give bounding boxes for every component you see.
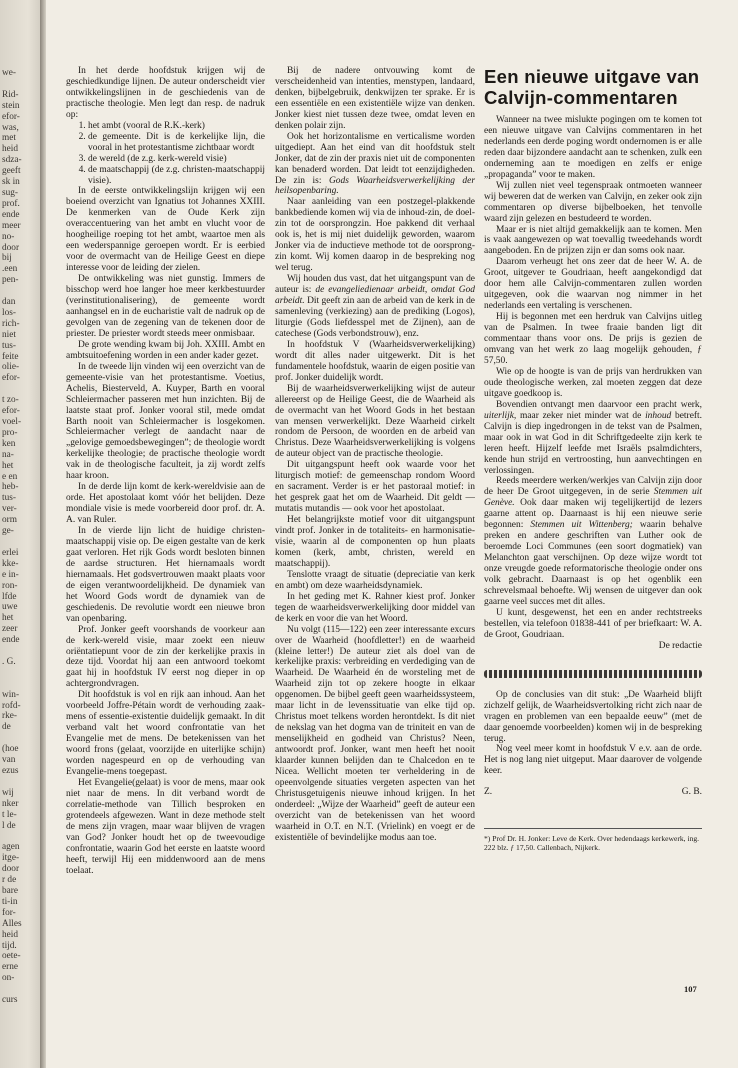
paragraph: In de tweede lijn vinden wij een overzicht van de gemeente-visie van het protestantisme. Voetius, Achelis, Biesterveld, A. Kuyper, Barth en vooral Schleiermacher passeren met hun inzichten. Bij de laatste staat prof. Jonker vooral stil, mede omdat Barth nooit van Schleiermacher is losgekomen. Schleiermacher verlegt de aandacht naar de „gelovige gemoedsbewegingen”; de theologie wordt kerkelijke theologie; de practische theologie wordt vak in de theologische faculteit, ja zij wordt zelfs haar kroon. [66,361,265,482]
paragraph: Dit hoofdstuk is vol en rijk aan inhoud. Aan het voorbeeld Joffre-Pétain wordt de verhouding zaak-mens of essentie-existentie duidelijk gemaakt. In dit verband valt het woord confrontatie van het Evangelie met de mens. De betekenissen van het woord frons (gelaat, voorzijde en uiterlijke schijn) worden nagespeurd en op de verhouding van Evangelie-mens toegepast. [66,690,265,777]
text-run: Dit geeft zin aan de arbeid van de kerk in de samenleving (verkiezing) aan de prediking (Logos), liturgie (Gods liefdesspel met de Zijnen), aan de catechese (Gods verbondstrouw), enz. [275,296,475,339]
signature-left: Z. [484,787,493,798]
paragraph [484,476,702,607]
italic-text: Stemmen uit Wittenberg; [530,520,633,531]
footnote: *) Prof Dr. H. Jonker: Leve de Kerk. Over hedendaags kerkewerk, ing. 222 blz. ƒ 17,50. Callenbach, Nijkerk. [484,828,702,852]
text-run: waarin behalve preken en andere geschriften van Luther ook de beroemde Loci Communes (een soort dogmatiek) van Melanchton gaat verschijnen. Op deze wijze wordt tot onze vreugde goede reformatorische theologie onder ons volk gebracht. Daarnaast is op het ogenblik een schrevelsmaal behoefte. Wij wensen de uitgever dan ook gaarne veel succes met dit alles. [484,520,703,607]
paragraph: Nu volgt (115—122) een zeer interessante excurs over de Waarheid (hoofdletter!) en de waarheid (kleine letter!) De auteur ziet als doel van de kerkelijke praxis: verbreiding en verdediging van de Waarheid. De Waarheid én de worsteling met de Waarheid zijn tot op zekere hoogte in elkaar opgenomen. De bijbel geeft geen waarheidssysteem, maar licht in de levenssituatie van elke tijd op. Christus moet telkens worden herontdekt. Is dit niet de nekslag van het dogma van de triniteit en van de menselijkheid en godheid van Christus? Neen, antwoordt prof. Jonker, want men heeft het nooit klaarder kunnen belijden dan te Chalcedon en te Nicea. Wellicht moeten ter verheldering in de opeenvolgende situaties vergeten aspecten van het Christusgetuigenis nieuwe inhoud krijgen. In het onderdeel: „Wijze der Waarheid” geeft de auteur een overzicht van de betekenissen van het woord waarheid in O.T. en N.T. (Vrielink) en voegt er de existentiële of bevindelijke modus aan toe. [275,624,475,843]
list-item: 2. de gemeente. Dit is de kerkelijke lijn, die vooral in het protestantisme zichtbaar wordt [88,132,265,154]
paragraph: Wie op de hoogte is van de prijs van herdrukken van oude theologische werken, zal moeten zeggen dat deze uitgave goedkoop is. [484,366,702,399]
paragraph: In de vierde lijn licht de huidige christen-maatschappij visie op. De eigen gestalte van de kerk gaat verloren. Het rijk Gods wordt besloten binnen de aardse structuren. Het hiernamaals wordt hiernamaals. Het godsvertrouwen maakt plaats voor de eigen verantwoordelijkheid. De dynamiek van het Woord Gods wordt de dynamiek van de geschiedenis. De revolutie wordt een nieuwe bron van openbaring. [66,526,265,624]
author-signature [484,787,702,798]
paragraph: Het Evangelie(gelaat) is voor de mens, maar ook niet naar de mens. In dit verband wordt de correlatie-methode van Tillich besproken en grotendeels afgewezen. Want in deze methode stelt de mens zijn vragen, maar waar blijven de vragen van God? Jonker houdt het op de tweevoudige confrontatie, waarin God het eerste en laatste woord heeft, terwijl Hij een middenwoord aan de mens toelaat. [66,777,265,876]
text-run: Bovendien ontvangt men daarvoor een pracht werk, [496,399,702,410]
paragraph: Hij is begonnen met een herdruk van Calvijns uitleg van de Psalmen. In twee fraaie banden ligt dit commentaar thans voor ons. De prijs is gezien de omvang van het werk zo laag mogelijk gehouden, ƒ 57,50. [484,312,702,366]
paragraph: U kunt, desgewenst, het een en ander rechtstreeks bestellen, via telefoon 01838-441 of per briefkaart: W. A. de Groot, Goudriaan. [484,607,702,640]
text-run: betreft. Calvijn is diep ingedrongen in de tekst van de Psalmen, maar ook in wat God in dit Schriftgedeelte zijn kerk te leren heeft. Hijzelf leefde met Israëls psalmdichters, kende hun strijd en vertroosting, hun aanvechtingen en verlossingen. [484,410,703,476]
paragraph: Dit uitgangspunt heeft ook waarde voor het liturgisch motief: de gemeenschap rondom Woord en sacrament. Verder is er het pastoraal motief: in het gesprek gaat het om de Waarheid. Dit geldt — mutatis mutandis — ook voor het apostolaat. [275,460,475,515]
page-fold [40,0,46,1068]
wavy-separator [484,670,702,678]
italic-text: Gods Waarheidsverwerkelijking der heilsopenbaring. [275,175,476,197]
text-run: Wij houden dus vast, dat het uitgangspunt van de auteur is: [275,274,475,296]
column-1 [66,66,265,877]
paragraph: Nog veel meer komt in hoofdstuk V e.v. aan de orde. Het is nog lang niet uitgeput. Maar daarover de volgende keer. [484,744,702,777]
signature-right: G. B. [681,787,702,798]
paragraph [275,274,475,340]
italic-text: Stemmen uit Genève. [484,487,702,509]
page-number: 107 [684,984,697,994]
text-run: maar zeker niet minder wat de [519,410,642,421]
previous-page-gutter [0,0,40,1068]
paragraph [484,400,702,477]
paragraph: In de eerste ontwikkelingslijn krijgen wij een boeiend overzicht van Ignatius tot Johannes XXIII. De kenmerken van de Oude Kerk zijn overaccentuering van het ambt en vlucht voor de hoogheilige roeping tot het ambt, waartoe men als een wederspannige geroepen wordt. Er is eerbied voor de overmacht van de Heilige Geest en diepe interesse voor de leiding der zielen. [66,186,265,274]
paragraph: Maar er is niet altijd gemakkelijk aan te komen. Men is vaak aangewezen op wat toevallig tweedehands wordt aangeboden. En de prijzen zijn er dan soms ook naar. [484,224,702,257]
paragraph [275,132,475,198]
gutter-text: we- Rid- stein efor- was, met heid sdza- geeft sk in sug- prof. ende meer no- door bij .een pen- dan los- rich- niet tus- feite olie- efor- t zo- efor- voel- pro- ken na- het e en heb- tus- ver- orm ge- erlei kke- e in- ron- lfde uwe het zeer ende . G. win- rofd- rke- de (hoe van ezus wij nker t le- l de agen itge- door r de bare ti-in for- Alles heid tijd. oete- erne on- curs [2,68,22,1006]
list-item: 3. de wereld (de z.g. kerk-wereld visie) [88,154,265,165]
paragraph: Naar aanleiding van een postzegel-plakkende bankbediende komen wij via de inhoud-zin, de doel-zin tot de oorsprongzin. Hoe pakkend dit verhaal ook is, het is mij niet duidelijk geworden, waarom Jonker via de inductieve methode tot de oorsprong-zin komt. Wij komen daarop in de bespreking nog wel terug. [275,197,475,274]
list-item: 4. de maatschappij (de z.g. christen-maatschappij visie). [88,165,265,187]
numbered-list [66,121,265,187]
paragraph: Bij de nadere ontvouwing komt de verscheidenheid van intenties, menstypen, landaard, denken, bijbelgebruik, denkwijzen ter sprake. Er is een essentiële en een existentiële wijze van denken. Jonker kiest niet tussen deze twee, omdat leven en denken polair zijn. [275,66,475,131]
column-3 [484,66,702,852]
paragraph: Op de conclusies van dit stuk: „De Waarheid blijft zichzelf gelijk, de Waarheidsvertolking richt zich naar de vragen en problemen van een bepaalde eeuw” (met de daar genoemde voorbeelden) komen wij in de bespreking terug. [484,689,702,744]
italic-text: de evangeliedienaar arbeidt, omdat God arbeidt. [275,285,476,307]
italic-text: uiterlijk, [484,410,517,421]
article-headline: Een nieuwe uitgave van Calvijn-commentaren [484,66,700,108]
paragraph: In het geding met K. Rahner kiest prof. Jonker tegen de waarheidsverwerkelijking door middel van de kerk en voor die van het Woord. [275,591,475,624]
paragraph: Prof. Jonker geeft voorshands de voorkeur aan de kerk-wereld visie, maar zoekt een nieuw oriëntatiepunt voor de zin der kerkelijke praxis in deze tijd. Voordat hij aan een antwoord toekomt gaat hij in hoofdstuk IV eerst nog dieper in op achtergrondvragen. [66,624,265,690]
paragraph: De ontwikkeling was niet gunstig. Immers de bisschop werd hoe langer hoe meer kerkbestuurder (verinstitutionalisering), de gemeente wordt aanhangsel en in de eucharistie valt de nadruk op de gevolgen van de zegening van de tekenen door de priester. De priester wordt steeds meer onmisbaar. [66,274,265,339]
paragraph: Wij zullen niet veel tegenspraak ontmoeten wanneer wij beweren dat de werken van Calvijn, en zeker ook zijn commentaren op diverse bijbelboeken, het tenvolle waard zijn gelezen en bestudeerd te worden. [484,180,702,224]
paragraph: In de derde lijn komt de kerk-wereldvisie aan de orde. Het apostolaat komt vóór het belijden. Deze mondiale visie is mede voorbereid door prof. dr. A. A. van Ruler. [66,482,265,526]
column-2 [275,66,475,844]
paragraph: In het derde hoofdstuk krijgen wij de geschiedkundige lijnen. De auteur onderscheidt vier ontwikkelingslijnen in de geschiedenis van de practische theologie. Men legt dan resp. de nadruk op: [66,66,265,120]
paragraph: Daarom verheugt het ons zeer dat de heer W. A. de Groot, uitgever te Goudriaan, heeft aangekondigd dat door hem alle Calvijn-commentaren zullen worden uitgegeven, ook die waarvan nog nimmer in het nederlands een vertaling is verschenen. [484,257,702,312]
paragraph: Tenslotte vraagt de situatie (depreciatie van kerk en ambt) om deze waarheidsdynamiek. [275,569,475,591]
list-item: 1. het ambt (vooral de R.K.-kerk) [88,121,265,132]
text-run: Ook het horizontalisme en verticalisme worden uitgediept. Aan het eind van dit hoofdstuk stelt Jonker, dat de zin der praxis niet uit de componenten kan benaderd worden. Dat leidt tot eenzijdigheden. De zin is: [275,131,475,186]
italic-text: inhoud [645,410,672,421]
paragraph: In hoofdstuk V (Waarheidsverwerkelijking) wordt dit alles nader uitgewerkt. Dit is het fundamentele hoofdstuk, waarin de eigen positie van prof. Jonker duidelijk wordt. [275,339,475,383]
paragraph: De grote wending kwam bij Joh. XXIII. Ambt en ambtsuitoefening worden in een ander kader gezet. [66,339,265,361]
text-run: Reeds meerdere werken/werkjes van Calvijn zijn door de heer De Groot uitgegeven, in de serie [484,476,702,498]
paragraph: Het belangrijkste motief voor dit uitgangspunt vindt prof. Jonker in de totaliteits- en harmonisatie-visie, waarin al de componenten op hun plaats komen (kerk, ambt, christen, wereld en maatschappij). [275,515,475,569]
text-run: Ook daar maken wij tegelijkertijd de lezers gaarne attent op. Daarnaast is hij een nieuwe serie begonnen: [484,498,702,531]
paragraph: Bij de waarheidsverwerkelijking wijst de auteur allereerst op de Heilige Geest, die de Waarheid als de overmacht van het Woord Gods in het bestaan van mensen verwerkelijkt. Deze Waarheid cirkelt rondom de Persoon, de woorden en de arbeid van Christus. Deze Waarheidsverwerkelijking is volgens de auteur object van de practische theologie. [275,383,475,460]
paragraph: Wanneer na twee mislukte pogingen om te komen tot een nieuwe uitgave van Calvijns commentaren in het nederlands een derde poging wordt ondernomen is er alle reden daar bijzondere aandacht aan te schenken, zulk een onderneming aan te moedigen en zelfs er enige „propaganda” voor te maken. [484,115,702,180]
editorial-signature: De redactie [658,640,702,651]
